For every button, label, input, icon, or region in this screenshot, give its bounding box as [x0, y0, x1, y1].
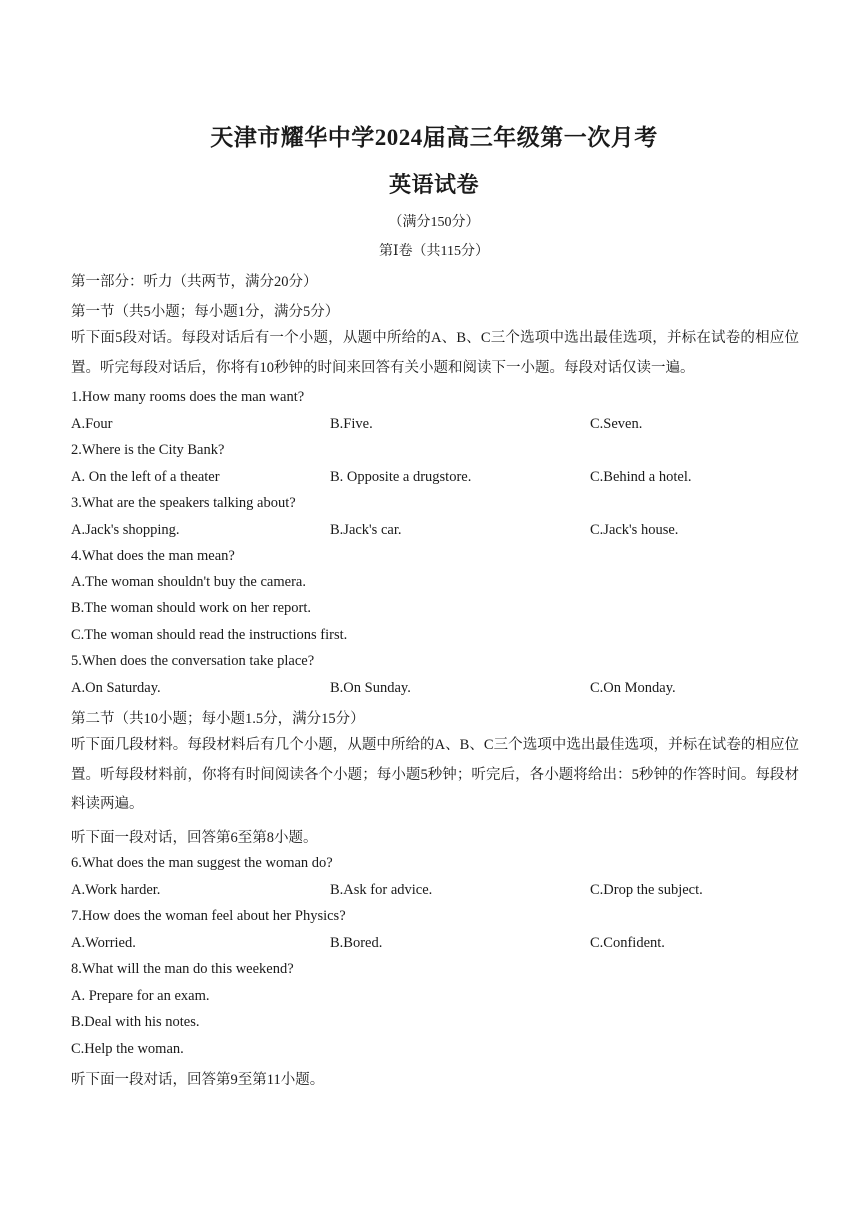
- section2-instructions: 听下面几段材料。每段材料后有几个小题，从题中所给的A、B、C三个选项中选出最佳选项，并标在试卷的相应位置。听每段材料前，你将有时间阅读各个小题；每小题5秒钟；听完后，各小题将给出：5秒钟的作答时间。每段材料读两遍。: [71, 737, 799, 812]
- option-c: C.The woman should read the instructions first.: [71, 627, 348, 643]
- option-b: B.The woman should work on her report.: [71, 600, 312, 616]
- option-c: C.Confident.: [590, 935, 665, 951]
- option-b: B.Jack's car.: [330, 522, 402, 538]
- option-c: C.Seven.: [590, 416, 643, 432]
- option-c: C.Help the woman.: [71, 1041, 184, 1057]
- question-stem: 7.How does the woman feel about her Physics?: [71, 908, 346, 924]
- question-stem: 5.When does the conversation take place?: [71, 653, 315, 669]
- question-stem: 2.Where is the City Bank?: [71, 442, 225, 458]
- option-c: C.Behind a hotel.: [590, 469, 692, 485]
- option-a: A.On Saturday.: [71, 680, 161, 696]
- option-b: B.Bored.: [330, 935, 383, 951]
- section1-heading: 第一节（共5小题；每小题1分，满分5分）: [71, 304, 340, 320]
- dialogue-intro: 听下面一段对话，回答第9至第11小题。: [71, 1072, 325, 1088]
- option-c: C.Jack's house.: [590, 522, 679, 538]
- option-a: A. On the left of a theater: [71, 469, 220, 485]
- section1-instructions: 听下面5段对话。每段对话后有一个小题，从题中所给的A、B、C三个选项中选出最佳选项，并标在试卷的相应位置。听完每段对话后，你将有10秒钟的时间来回答有关小题和阅读下一小题。每段对话仅读一遍。: [71, 330, 799, 376]
- option-b: B.Five.: [330, 416, 373, 432]
- dialogue-intro: 听下面一段对话，回答第6至第8小题。: [71, 830, 318, 846]
- option-b: B.Ask for advice.: [330, 882, 433, 898]
- option-a: A.Jack's shopping.: [71, 522, 180, 538]
- option-a: A.Four: [71, 416, 113, 432]
- question-stem: 3.What are the speakers talking about?: [71, 495, 296, 511]
- option-c: C.On Monday.: [590, 680, 676, 696]
- option-b: B.On Sunday.: [330, 680, 411, 696]
- full-score-note: （满分150分）: [388, 215, 480, 230]
- question-stem: 1.How many rooms does the man want?: [71, 389, 305, 405]
- option-a: A. Prepare for an exam.: [71, 988, 210, 1004]
- question-stem: 8.What will the man do this weekend?: [71, 961, 294, 977]
- option-c: C.Drop the subject.: [590, 882, 703, 898]
- option-b: B.Deal with his notes.: [71, 1014, 200, 1030]
- exam-title: 天津市耀华中学2024届高三年级第一次月考: [210, 125, 658, 150]
- option-a: A.The woman shouldn't buy the camera.: [71, 574, 306, 590]
- exam-subtitle: 英语试卷: [388, 172, 479, 197]
- volume-heading: 第Ⅰ卷（共115分）: [378, 244, 489, 259]
- option-a: A.Work harder.: [71, 882, 161, 898]
- section2-heading: 第二节（共10小题；每小题1.5分，满分15分）: [71, 711, 365, 727]
- option-b: B. Opposite a drugstore.: [330, 469, 472, 485]
- question-stem: 6.What does the man suggest the woman do?: [71, 855, 333, 871]
- part1-heading: 第一部分：听力（共两节，满分20分）: [71, 274, 318, 290]
- question-stem: 4.What does the man mean?: [71, 548, 235, 564]
- option-a: A.Worried.: [71, 935, 136, 951]
